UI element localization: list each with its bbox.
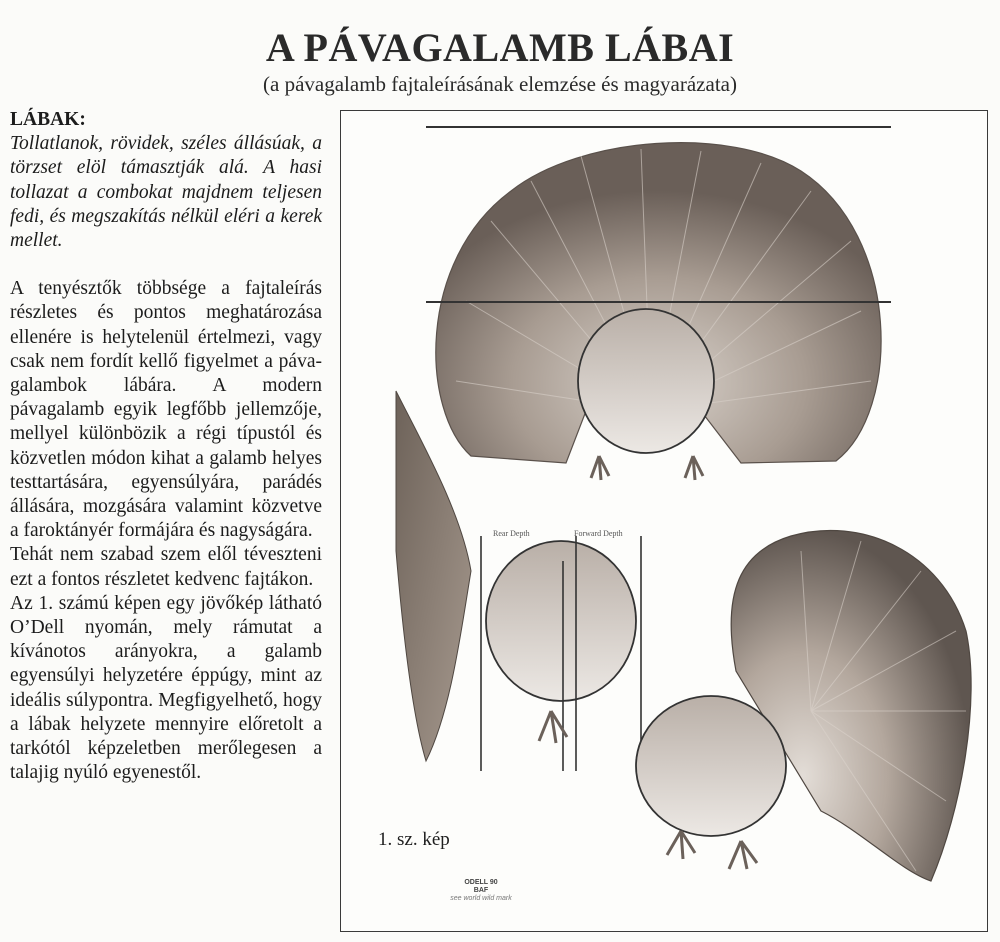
forward-depth-label: Forward Depth (574, 529, 623, 538)
credit-line-3: see world wild mark (450, 895, 512, 902)
body-paragraph-3: Az 1. számú képen egy jövőkép látható O’Dell nyomán, mely rámutat a kívánotos arányokra, a galamb egyensúlyi helyzetére éppúgy, mint az ideális súlypontra. Megfigyelhető, hogy a lábak helyzete mennyire előretolt a tarkótól képzeletben merőlegesen a talajig nyúló egyenestől. (10, 592, 322, 784)
credit-line-2: BAF (473, 887, 489, 894)
intro-paragraph: Tollatlanok, rövidek, széles állásúak, a törzset elöl támasztják alá. A hasi tollazat a combokat majdnem teljesen fedi, és megszakítás nélkül eléri a kerek mellet. (10, 133, 322, 252)
figure-frame (340, 110, 988, 932)
rear-view-pigeon (636, 530, 971, 881)
front-view-pigeon (426, 127, 891, 480)
body-paragraph-1: A tenyésztők többsége a fajtaleírás részletes és pontos meghatározása ellenére is helytelenül értelmezi, vagy csak nem fordít kellő figyelmet a pávagalambok lábára. A modern pávagalamb egyik legfőbb jellemzője, mellyel különbözik a régi típustól és közvetlen módon kihat a galamb helyes testtartására, egyensúlyára, parádés állására, mozgására valamint közvetve a faroktányér formájára és nagyságára. (10, 278, 322, 542)
credit-line-1: ODELL 90 (464, 879, 498, 886)
rear-depth-label: Rear Depth (493, 529, 530, 538)
text-column (10, 108, 322, 785)
illustration-credit (441, 879, 521, 903)
pigeon-illustration (341, 111, 987, 931)
page-title: A PÁVAGALAMB LÁBAI (265, 25, 735, 70)
body-paragraph-2: Tehát nem szabad szem elől téveszteni ezt a fontos részletet kedvenc fajtákon. (10, 544, 322, 590)
page-subtitle: (a pávagalamb fajtaleírásának elemzése és magyarázata) (263, 72, 737, 96)
section-heading: LÁBAK: (10, 109, 86, 130)
figure-caption: 1. sz. kép (378, 829, 450, 850)
